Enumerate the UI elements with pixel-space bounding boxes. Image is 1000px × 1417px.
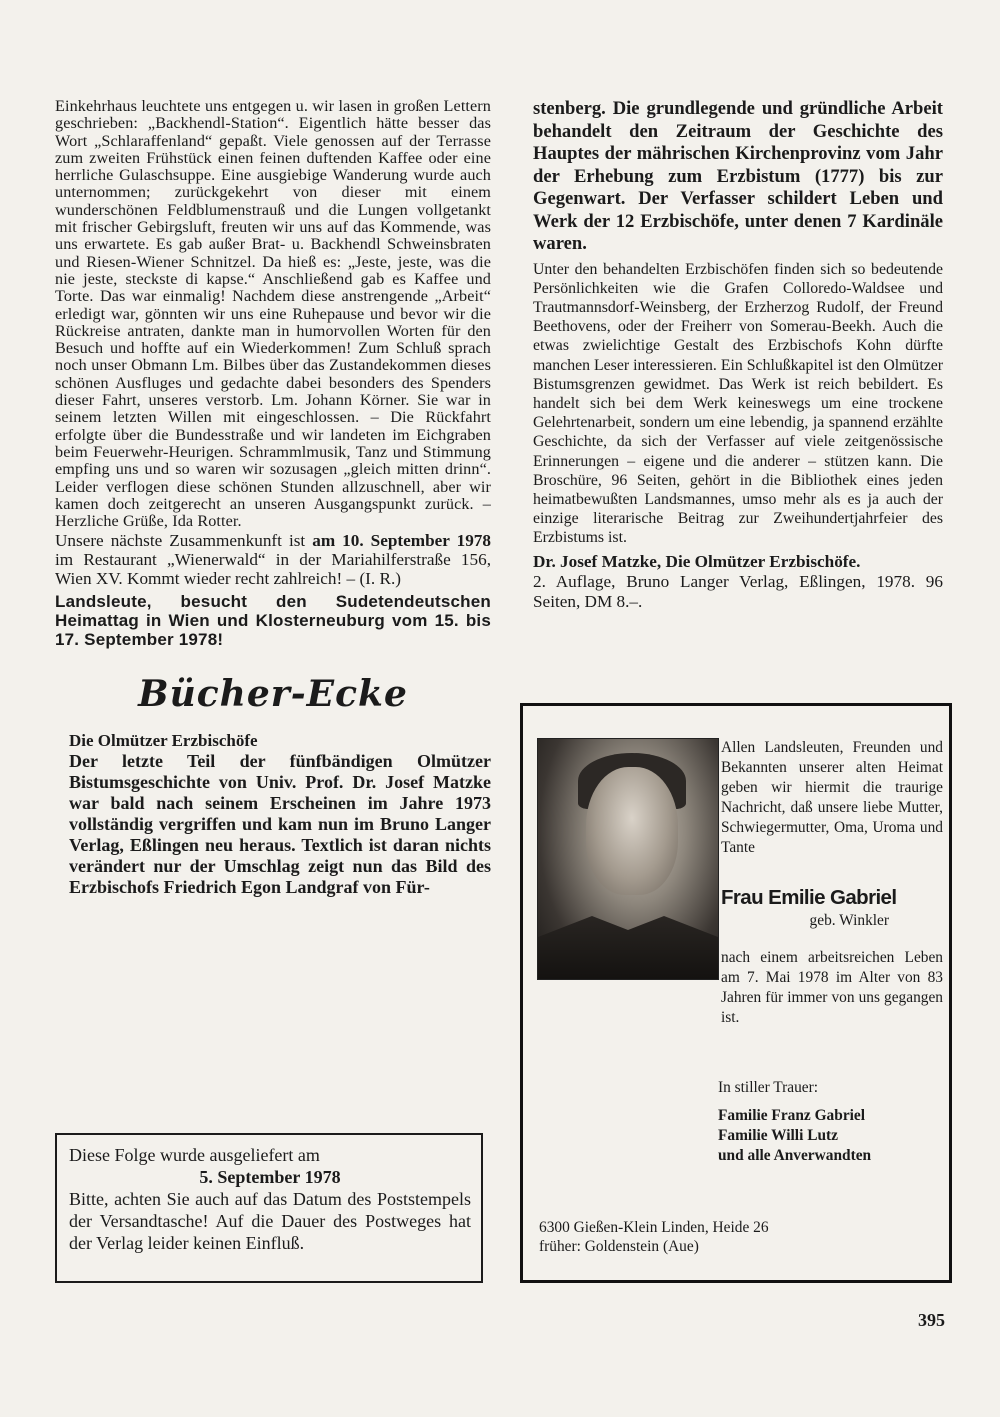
address-current: 6300 Gießen-Klein Linden, Heide 26 (539, 1219, 769, 1236)
excursion-report: Einkehrhaus leuchtete uns entgegen u. wir lasen in großen Lettern geschrieben: „Backhendl-Station“. Eigentlich hätte besser das Wort „Schlaraffenland“ gepaßt. Viele genossen auf der Terrasse zum zweiten Frühstück einen feinen duftenden Kaffee oder eine herrliche Gulaschsuppe. Eine ausgiebige Wanderung wurde auch unternommen; zurückgekehrt von dieser mit einem wunderschönen Feldblumenstrauß und die Lungen vollgetankt mit frischer Gebirgsluft, freuten wir uns auf das Kommende, was uns erwartete. Es gab außer Brat- u. Backhendl Schweinsbraten und Riesen-Wiener Schnitzel. Da hieß es: „Jeste, jeste, was die nie jeste, steckste di kapse.“ Anschließend gab es Kaffee und Torte. Das war einmalig! Nachdem diese anstrengende „Arbeit“ erledigt war, gönnten wir uns eine Ruhepause und bevor wir die Rückreise antraten, dankte man in humorvollen Worten für den Besuch und hoffte auf ein Wiederkommen! Zum Schluß sprach noch unser Obmann Lm. Bilbes über das Zustandekommen dieses schönen Ausfluges und gedachte dabei besonders des Spenders dieser Fahrt, unseres verstorb. Lm. Johann Körner. Sie war in seinem letzten Willen mit eingeschlossen. – Die Rückfahrt erfolgte über die Bundesstraße und wir landeten im Eichgraben beim Feuerwehr-Heurigen. Schrammlmusik, Tanz und Stimmung empfing uns und so waren wir sozusagen „gleich mitten drinn“. Leider verflogen diese schönen Stunden allzuschnell, aber wir kamen doch zeitgerecht an unseren Ausgangspunkt zurück. – Herzliche Grüße, Ida Rotter. (55, 97, 491, 531)
meeting-date: am 10. September 1978 (312, 531, 491, 551)
delivery-notice-box (55, 1133, 483, 1283)
page-number: 395 (918, 1310, 945, 1330)
book-review-detail: Unter den behandelten Erzbischöfen finden sich so bedeutende Persönlichkeiten wie die Grafen Colloredo-Waldsee und Trautmannsdorf-Weinsberg, der Erzherzog Rudolf, der Freund Beethovens, oder der Freiherr von Somerau-Beekh. Auch die etwas zwielichtige Gestalt des Erzbischofs Kohn dürfte manchen Leser interessieren. Ein Schlußkapitel ist den Olmützer Bistumsgrenzen gewidmet. Das Werk ist reich bebildert. Es handelt sich bei dem Werk keineswegs um eine trockene Gelehrtenarbeit, sondern um eine lebendig, ja spannend erzählte Geschichte, da sich der Verfasser auf viele zeitgenössische Erinnerungen – eigene und die anderer – stützen kann. Die Broschüre, 96 Seiten, gehört in die Bibliothek eines jeden heimatbewußten Landsmannes, umso mehr als es ja auch der einzige literarische Beitrag zur Zweihundertjahrfeier des Erzbistums ist. (533, 260, 943, 547)
deceased-name: Frau Emilie Gabriel (721, 886, 897, 909)
mourner-family-3: und alle Anverwandten (718, 1147, 872, 1164)
mourners (718, 1078, 943, 1166)
mourning-label: In stiller Trauer: (718, 1079, 819, 1096)
meeting-text-post: im Restaurant „Wienerwald“ in der Mariahilferstraße 156, Wien XV. Kommt wieder recht zahlreich! – (I. R.) (55, 550, 491, 589)
obituary-death-details: nach einem arbeitsreichen Leben am 7. Mai 1978 im Alter von 83 Jahren für immer von uns gegangen ist. (721, 949, 943, 1026)
heimattag-appeal: Landsleute, besucht den Sudetendeutschen Heimattag in Wien und Klosterneuburg vom 15. bis 17. September 1978! (55, 592, 491, 650)
book-review-continued: stenberg. Die grundlegende und gründliche Arbeit behandelt den Zeitraum der Geschichte des Hauptes der mährischen Kirchenprovinz vom Jahr der Erhebung zum Erzbistum (1777) bis zur Gegenwart. Der Verfasser schildert Leben und Werk der 12 Erzbischöfe, unter denen 7 Kardinäle waren. (533, 98, 943, 254)
mourner-family-1: Familie Franz Gabriel (718, 1107, 866, 1124)
book-review-text: Der letzte Teil der fünfbändigen Olmützer Bistumsgeschichte von Univ. Prof. Dr. Josef Matzke war bald nach seinem Erscheinen im Jahre 1973 vollständig vergriffen und kam nun im Bruno Langer Verlag, Eßlingen neu heraus. Textlich ist daran nichts verändert nur der Umschlag zeigt nun das Bild des Erzbischofs Friedrich Egon Landgraf von Für- (69, 751, 491, 898)
address-former: früher: Goldenstein (Aue) (539, 1238, 699, 1255)
meeting-text-pre: Unsere nächste Zusammenkunft ist (55, 531, 313, 551)
delivery-date: 5. September 1978 (199, 1167, 341, 1187)
left-column (55, 98, 491, 898)
book-title: Die Olmützer Erzbischöfe (69, 731, 258, 751)
obituary-address (539, 1218, 939, 1256)
book-citation-title: Dr. Josef Matzke, Die Olmützer Erzbischöfe. (533, 551, 861, 571)
delivery-notice-text: Bitte, achten Sie auch auf das Datum des Poststempels der Versandtasche! Auf die Dauer des Postweges hat der Verlag leider keinen Einfluß. (69, 1189, 471, 1253)
book-citation (533, 552, 943, 612)
right-column (533, 98, 943, 612)
obituary-intro: Allen Landsleuten, Freunden und Bekannten unserer alten Heimat geben wir hiermit die traurige Nachricht, daß unsere liebe Mutter, Schwiegermutter, Oma, Uroma und Tante (721, 739, 943, 856)
mourner-family-2: Familie Willi Lutz (718, 1127, 838, 1144)
obituary-notice (520, 703, 952, 1283)
portrait-photo (537, 738, 719, 980)
delivery-notice-line: Diese Folge wurde ausgeliefert am (69, 1145, 320, 1165)
books-section-heading: Bücher-Ecke (138, 673, 408, 716)
book-citation-details: 2. Auflage, Bruno Langer Verlag, Eßlingen, 1978. 96 Seiten, DM 8.–. (533, 571, 943, 611)
meeting-announcement (55, 531, 491, 588)
deceased-maiden-name: geb. Winkler (809, 912, 889, 929)
